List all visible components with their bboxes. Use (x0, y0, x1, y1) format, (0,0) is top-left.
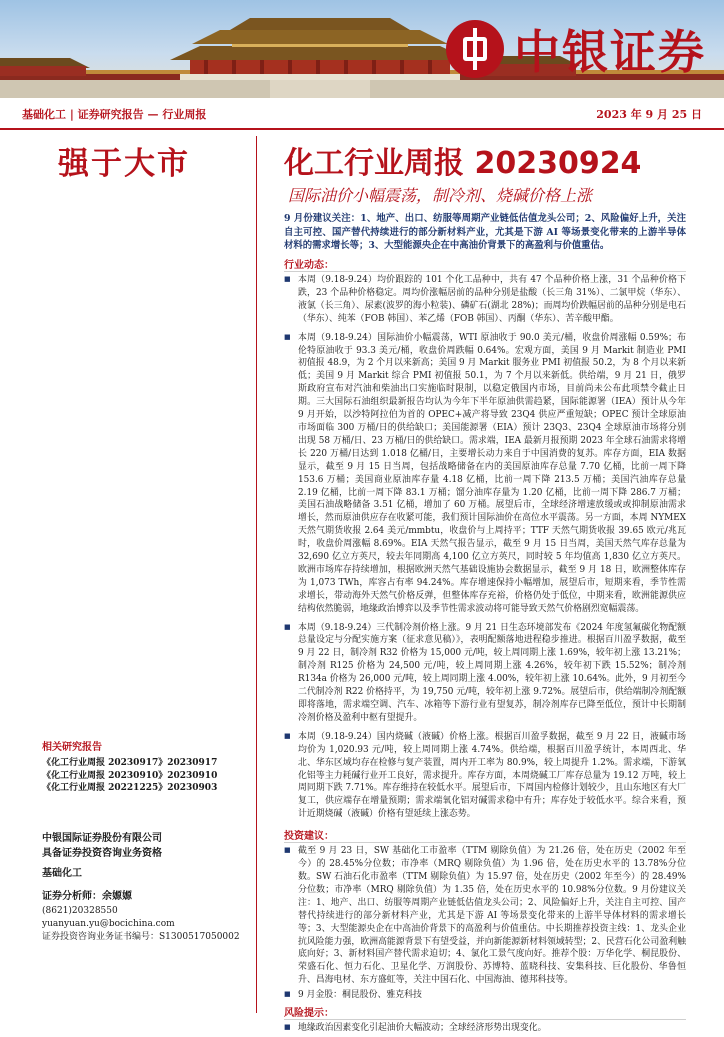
analyst-info (42, 890, 252, 944)
report-date: 2023 年 9 月 25 日 (596, 108, 702, 121)
summary-paragraph: 9 月份建议关注：1、地产、出口、纺服等周期产业链低估值龙头公司；2、风险偏好上升，关注自主可控、国产替代持续进行的部分新材料产业，尤其是下游 AI 等场景变化带来的上游半导体材料的需求增长等；3、大型能源央企在中高油价背景下的高盈利与价值重估。 (284, 213, 686, 252)
company-qualification: 具备证券投资咨询业务资格 (42, 847, 162, 859)
risk-paragraph: ■ 地缘政治因素变化引起油价大幅波动；全球经济形势出现变化。 (284, 1022, 686, 1035)
company-name: 中银国际证券股份有限公司 (42, 833, 162, 844)
header-banner (0, 0, 724, 98)
bank-of-china-logo-icon (446, 20, 504, 78)
report-subtitle: 国际油价小幅震荡，制冷剂、烧碱价格上涨 (288, 186, 593, 205)
gold-stocks-paragraph: ■ 9 月金股：桐昆股份、雅克科技 (284, 989, 686, 1002)
analyst-cert: 证券投资咨询业务证书编号：S1300517050002 (42, 931, 240, 942)
company-info (42, 832, 252, 882)
analyst-phone: (8621)20328550 (42, 905, 118, 916)
main-content (284, 256, 686, 1037)
related-reports (42, 738, 252, 795)
report-header-bar (0, 98, 724, 130)
report-category: 基础化工 | 证券研究报告 — 行业周报 (22, 108, 207, 121)
related-report-link[interactable]: 《化工行业周报 20221225》20230903 (42, 783, 218, 794)
analyst-email[interactable]: yuanyuan.yu@bocichina.com (42, 918, 175, 929)
industry-rating: 强于大市 (58, 146, 190, 182)
sector-label: 基础化工 (42, 868, 82, 879)
industry-paragraph: ■ 本周（9.18-9.24）国内烧碱（液碱）价格上涨。根据百川盈孚数据，截至 9 月 22 日，液碱市场均价为 1,020.93 元/吨，较上周同期上涨 4.74%。供给端，根据百川盈孚统计，本周西北、华北、华东区域均存在检修与复产装置，周内开工率为 80.9%，较上周提升 1.2%。需求端，下游氧化铝等主力耗碱行业开工良好，需求提升。库存方面，本周烧碱工厂库存总量为 19.12 万吨，较上周同期下跌 7.71%。库存维持在较低水平。展望后市，下周国内检修计划较少，且山东地区有大厂复工，供应端存在增量预期；需求端氧化铝对碱需求稳中有升；库存处于较低水平。综合来看，预计近期烧碱（液碱）价格有望延续上涨态势。 (284, 731, 686, 821)
industry-paragraph: ■ 本周（9.18-9.24）均价跟踪的 101 个化工品种中，共有 47 个品种价格上涨，31 个品种价格下跌，23 个品种价格稳定。周均价涨幅居前的品种分别是盐酸（长三角 31%）、二氯甲烷（华东）、液氯（长三角）、尿素(波罗的海小粒装)、磷矿石(湖北 28%)；而周均价跌幅居前的品种分别是电石（华东）、纯苯（FOB 韩国）、苯乙烯（FOB 韩国）、丙酮（华东）、苦辛酸甲酯。 (284, 274, 686, 326)
industry-dynamics-heading: 行业动态： (284, 256, 686, 272)
analyst-name: 证券分析师：余嫄嫄 (42, 891, 132, 902)
related-report-link[interactable]: 《化工行业周报 20230910》20230910 (42, 770, 218, 781)
brand-name: 中银证券 (514, 25, 706, 79)
risk-warning-heading: 风险提示： (284, 1004, 686, 1020)
report-title: 化工行业周报 20230924 (284, 146, 642, 181)
related-report-link[interactable]: 《化工行业周报 20230917》20230917 (42, 758, 218, 768)
investment-advice-heading: 投资建议： (284, 827, 686, 843)
industry-paragraph: ■ 本周（9.18-9.24）三代制冷剂价格上涨。9 月 21 日生态环境部发布《2024 年度氢氟碳化物配额总量设定与分配实施方案（征求意见稿）》，表明配额落地进程稳步推进。根据百川盈孚数据，截至 9 月 22 日，制冷剂 R32 价格为 15,000 元/吨，较上周同期上涨 1.69%，较年初上涨 13.21%；制冷剂 R125 价格为 24,500 元/吨，较上周同期上涨 4.26%，较年初下跌 15.52%；制冷剂 R134a 价格为 26,000 元/吨，较上周同期上涨 4.00%，较年初上涨 10.64%。此外，9 月初至今二代制冷剂 R22 价格持平，为 19,750 元/吨，较年初上涨 9.72%。展望后市，供给端制冷剂配额即将落地，需求端空调、汽车、冰箱等下游行业有望复苏，制冷剂库存已降至低位，预计中长期制冷剂价格及盈利中枢有望提升。 (284, 622, 686, 725)
industry-paragraph: ■ 本周（9.18-9.24）国际油价小幅震荡，WTI 原油收于 90.0 美元/桶，收盘价周涨幅 0.59%；布伦特原油收于 93.3 美元/桶，收盘价周跌幅 0.64%。宏观方面，美国 9 月 Markit 制造业 PMI 初值报 48.9，为 2 个月以来新高；美国 9 月 Markit 服务业 PMI 初值报 50.2，为 8 个月以来新低；美国 9 月 Markit 综合 PMI 初值报 50.1，为 7 个月以来新低。供给端，9 月 21 日，俄罗斯政府宣布对汽油和柴油出口实施临时限制，以稳定俄国内市场，目前尚未公布此项禁令截止日期。三大国际石油组织最新报告均认为今年下半年原油供需趋紧，国际能源署（IEA）预计从今年 9 月开始，以沙特阿拉伯为首的 OPEC+减产将导致 23Q4 供应严重短缺；OPEC 预计全球原油市场面临 300 万桶/日的供给缺口；美国能源署（EIA）预计 23Q3、23Q4 全球原油市场将分别出现 58 万桶/日、23 万桶/日的供给缺口。需求端，IEA 最新月报预期 2023 年全球石油需求将增长 220 万桶/日达到 1.018 亿桶/日，主要增长动力来自于中国消费的复苏。库存方面，EIA 数据显示，截至 9 月 15 日当周，包括战略储备在内的美国原油库存总量 7.70 亿桶，比前一周下降 153.6 万桶；美国商业原油库存量 4.18 亿桶，比前一周下降 213.5 万桶；美国汽油库存总量 2.19 亿桶，比前一周下降 83.1 万桶；馏分油库存量为 1.20 亿桶，比前一周下降 286.7 万桶；美国石油战略储备 3.51 亿桶，增加了 60 万桶。展望后市，全球经济增速放缓或或抑制原油需求增长，然而原油供应存在收紧可能，我们预计国际油价在高位水平震荡。另一方面，本周 NYMEX 天然气期货收报 2.64 美元/mmbtu，收盘价与上周持平；TTF 天然气期货收报 39.65 欧元/兆瓦时，收盘价周涨幅 8.69%。EIA 天然气报告显示，截至 9 月 15 日当周，美国天然气库存总量为 32,690 亿立方英尺，较去年同期高 4,100 亿立方英尺，同时较 5 年均值高 1,830 亿立方英尺。欧洲市场库存持续增加，根据欧洲天然气基础设施协会数据显示，截至 9 月 18 日，欧洲整体库存为 1,073 TWh，库容占有率 94.24%。库存增速保持小幅增加，展望后市，短期来看，季节性需求增长，带动海外天然气价格反弹，但整体库存充裕，价格仍处于低位，中期来看，欧洲能源供应结构依然脆弱，地缘政治博弈以及季节性需求波动将可能导致天然气价格剧烈宽幅震荡。 (284, 332, 686, 616)
related-reports-title: 相关研究报告 (42, 742, 102, 753)
investment-paragraph: ■ 截至 9 月 23 日，SW 基础化工市盈率（TTM 剔除负值）为 21.26 倍，处在历史（2002 年至今）的 28.45%分位数；市净率（MRQ 剔除负值）为 1.96 倍，处在历史水平的 13.78%分位数。SW 石油石化市盈率（TTM 剔除负值）为 15.97 倍，处在历史（2002 年至今）的 28.49%分位数；市净率（MRQ 剔除负值）为 1.35 倍，处在历史水平的 10.98%分位数。9 月份建议关注：1、地产、出口、纺服等周期产业链低估值龙头公司；2、风险偏好上升，关注自主可控、国产替代持续进行的部分新材料产业，尤其是下游 AI 等场景变化带来的上游半导体材料的需求增长等；3、大型能源央企在中高油价背景下的高盈利与价值重估。中长期推荐投资主线：1、龙头企业抗风险能力强，欧洲高能源背景下有望受益，并向新能源新材料领域转型；2、民营石化公司盈利触底向好；3、新材料国产替代需求迫切；4、氯化工景气度向好。推荐个股：万华化学、桐昆股份、荣盛石化、恒力石化、卫星化学、万润股份、苏博特、蓝晓科技、安集科技、巨化股份、华鲁恒升、昌海电材、东方盛虹等，关注中国石化、中国海油、德邦科技等。 (284, 845, 686, 987)
column-divider (256, 136, 257, 1013)
brand-logo (446, 16, 706, 82)
